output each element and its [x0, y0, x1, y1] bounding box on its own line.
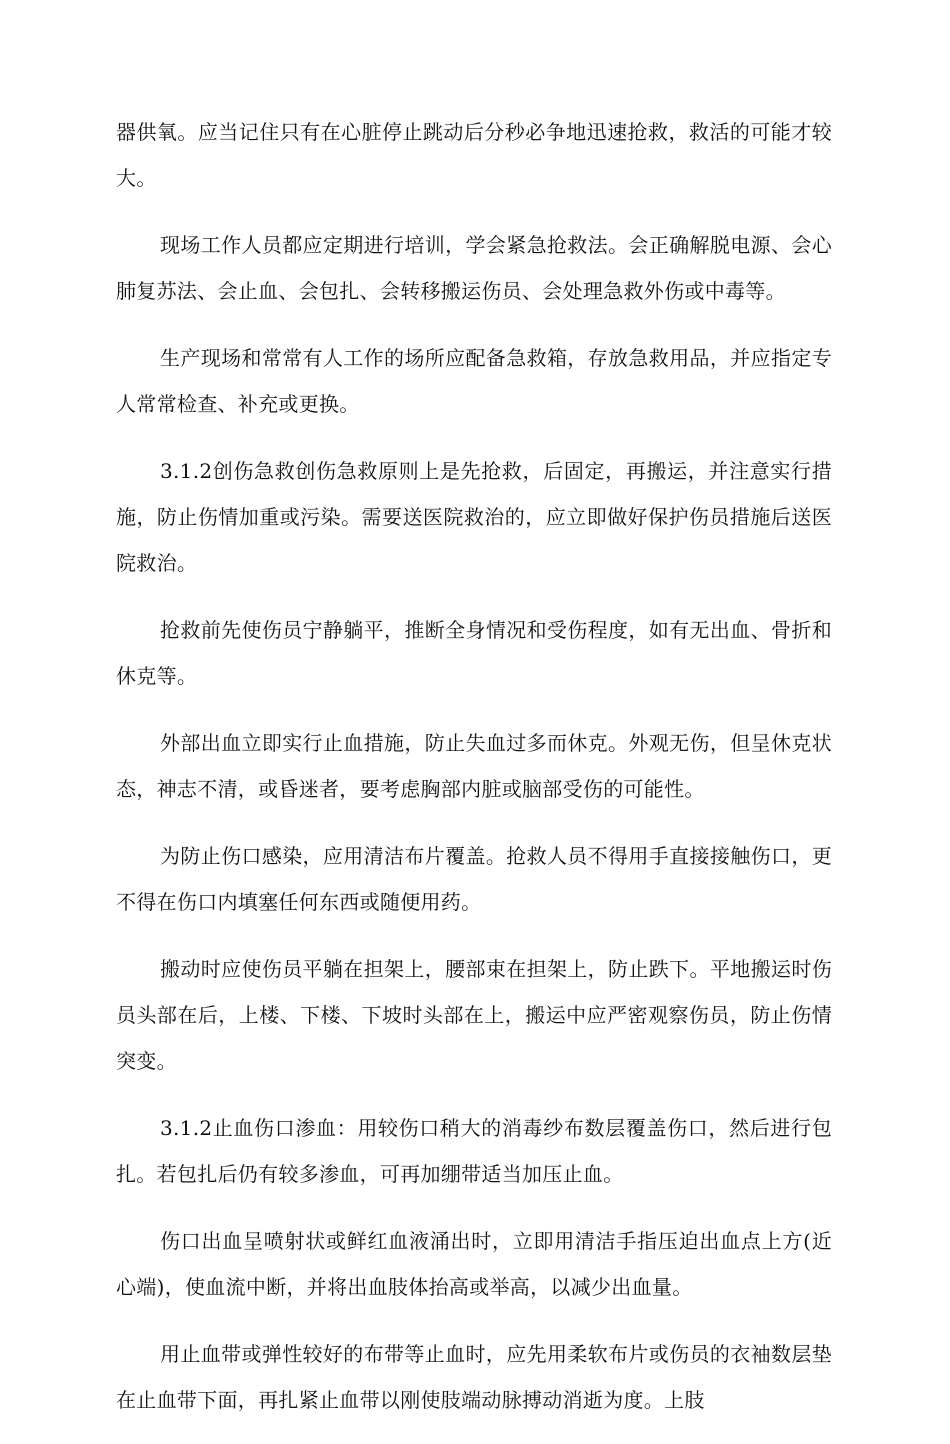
paragraph-11: 用止血带或弹性较好的布带等止血时，应先用柔软布片或伤员的衣袖数层垫在止血带下面，再扎紧止血带以刚使肢端动脉搏动消逝为度。上肢: [116, 1342, 832, 1412]
paragraph-5: 抢救前先使伤员宁静躺平，推断全身情况和受伤程度，如有无出血、骨折和休克等。: [116, 618, 832, 688]
paragraph-2: 现场工作人员都应定期进行培训，学会紧急抢救法。会正确解脱电源、会心肺复苏法、会止血、会包扎、会转移搬运伤员、会处理急救外伤或中毒等。: [116, 233, 832, 303]
paragraph-3: 生产现场和常常有人工作的场所应配备急救箱，存放急救用品，并应指定专人常常检查、补充或更换。: [116, 346, 832, 416]
paragraph-9: 3.1.2止血伤口渗血：用较伤口稍大的消毒纱布数层覆盖伤口，然后进行包扎。若包扎后仍有较多渗血，可再加绷带适当加压止血。: [116, 1116, 832, 1186]
document-body: [116, 109, 832, 1444]
paragraph-4: 3.1.2创伤急救创伤急救原则上是先抢救，后固定，再搬运，并注意实行措施，防止伤情加重或污染。需要送医院救治的，应立即做好保护伤员措施后送医院救治。: [116, 459, 832, 575]
paragraph-6: 外部出血立即实行止血措施，防止失血过多而休克。外观无伤，但呈休克状态，神志不清，或昏迷者，要考虑胸部内脏或脑部受伤的可能性。: [116, 731, 832, 801]
paragraph-1: 器供氧。应当记住只有在心脏停止跳动后分秒必争地迅速抢救，救活的可能才较大。: [116, 120, 832, 190]
paragraph-8: 搬动时应使伤员平躺在担架上，腰部束在担架上，防止跌下。平地搬运时伤员头部在后，上楼、下楼、下坡时头部在上，搬运中应严密观察伤员，防止伤情突变。: [116, 957, 832, 1073]
paragraph-10: 伤口出血呈喷射状或鲜红血液涌出时，立即用清洁手指压迫出血点上方(近心端)，使血流中断，并将出血肢体抬高或举高，以减少出血量。: [116, 1229, 832, 1299]
paragraph-7: 为防止伤口感染，应用清洁布片覆盖。抢救人员不得用手直接接触伤口，更不得在伤口内填塞任何东西或随便用药。: [116, 844, 832, 914]
